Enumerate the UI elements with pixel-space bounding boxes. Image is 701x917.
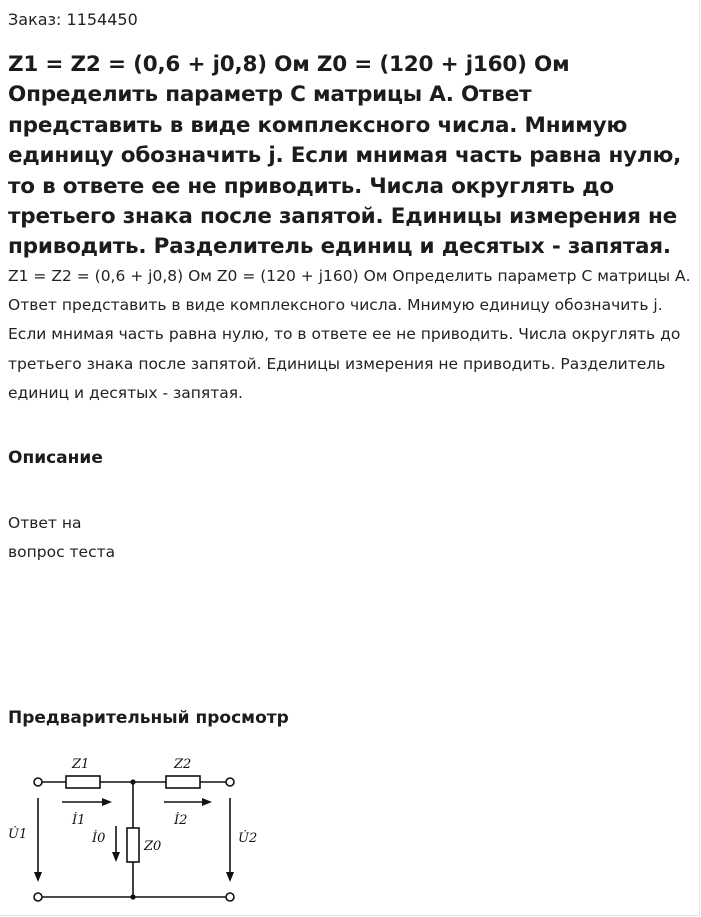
order-number: Заказ: 1154450 xyxy=(8,10,138,29)
terminal-4 xyxy=(226,893,234,901)
label-z0: Z0 xyxy=(144,839,162,854)
label-z1: Z1 xyxy=(72,757,90,772)
z2-resistor xyxy=(166,776,200,788)
terminal-2 xyxy=(226,778,234,786)
label-i0: İ0 xyxy=(92,831,106,846)
label-i1: İ1 xyxy=(72,813,86,828)
description-heading: Описание xyxy=(8,448,103,468)
terminal-3 xyxy=(34,893,42,901)
description-line-1: Ответ на xyxy=(8,514,82,532)
z1-resistor xyxy=(66,776,100,788)
circuit-diagram xyxy=(0,740,701,917)
label-u2: U̇2 xyxy=(238,831,258,846)
z0-resistor xyxy=(127,828,139,862)
task-text: Z1 = Z2 = (0,6 + j0,8) Ом Z0 = (120 + j160) Ом Определить параметр С матрицы А. Ответ представить в виде комплексного числа. Мнимую единицу обозначить j. Если мнимая часть равна нулю, то в ответе ее не приводить. Числа округлять до третьего знака после запятой. Единицы измерения не приводить. Разделитель единиц и десятых - запятая. xyxy=(8,267,691,402)
label-i2: İ2 xyxy=(174,813,188,828)
description-text xyxy=(8,509,115,567)
label-z2: Z2 xyxy=(174,757,192,772)
task-title: Z1 = Z2 = (0,6 + j0,8) Ом Z0 = (120 + j160) Ом Определить параметр С матрицы А. Ответ представить в виде комплексного числа. Мнимую единицу обозначить j. Если мнимая часть равна нулю, то в ответе ее не приводить. Числа округлять до третьего знака после запятой. Единицы измерения не приводить. Разделитель единиц и десятых - запятая. xyxy=(8,52,682,260)
label-u1: U̇1 xyxy=(8,827,28,842)
description-line-2: вопрос теста xyxy=(8,543,116,561)
terminal-1 xyxy=(34,778,42,786)
preview-heading: Предварительный просмотр xyxy=(8,708,289,728)
preview-image xyxy=(0,740,701,917)
